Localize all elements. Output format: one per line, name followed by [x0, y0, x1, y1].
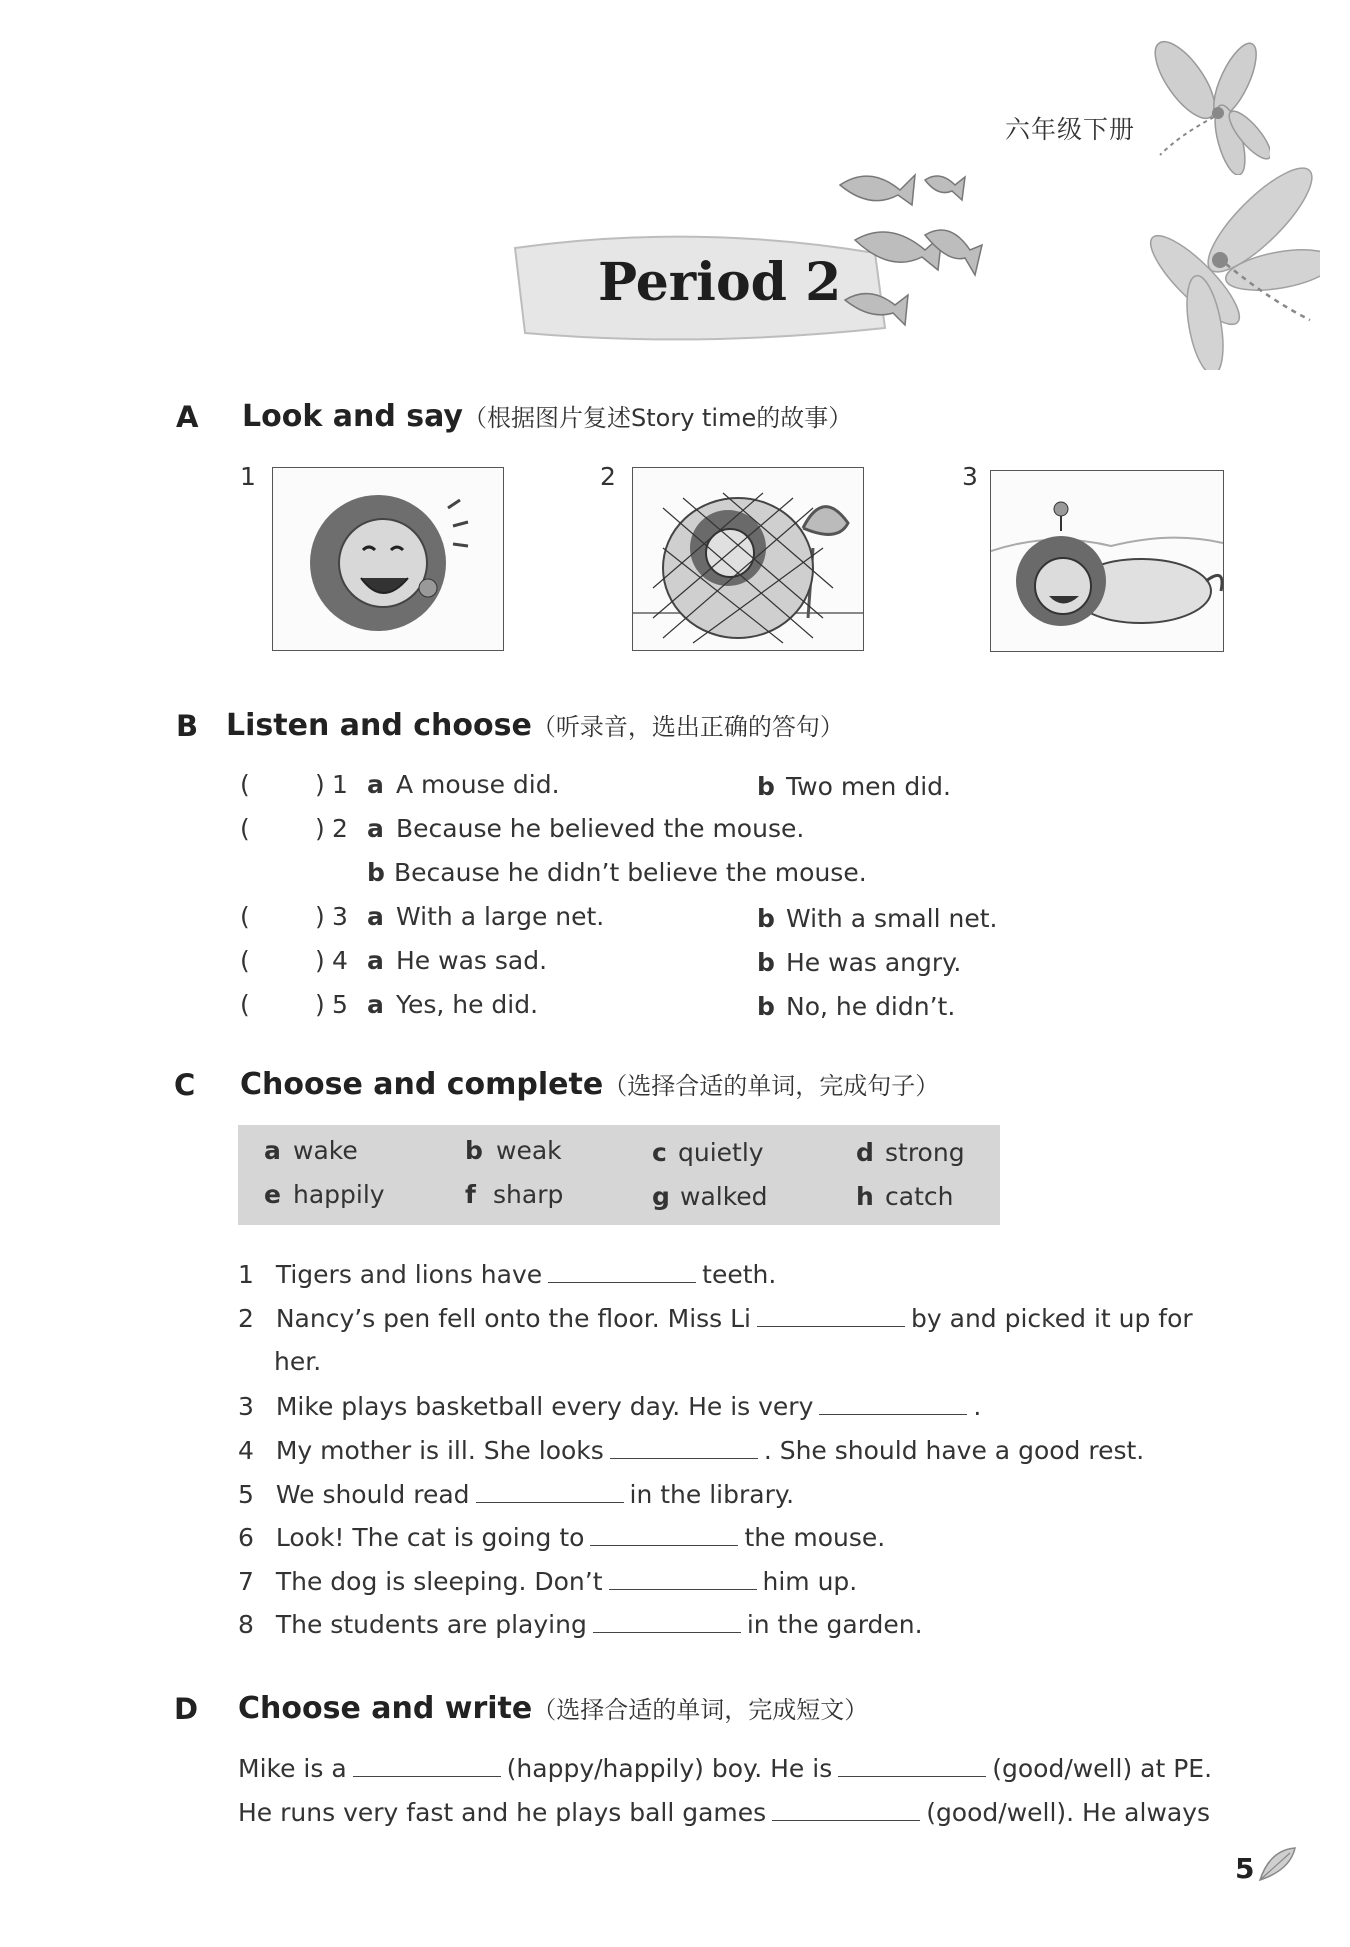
grade-label: 六年级下册 — [1005, 115, 1136, 144]
answer-paren-close: ) — [315, 902, 325, 931]
picture-number: 1 — [240, 462, 256, 491]
sentence-number: 1 — [238, 1260, 254, 1289]
answer-paren-open: ( — [240, 814, 250, 843]
answer-paren-open: ( — [240, 946, 250, 975]
passage-line-1 — [238, 1754, 1212, 1783]
word-label: b — [465, 1136, 483, 1165]
sentence-text-after: him up. — [762, 1567, 858, 1596]
item-number: 1 — [332, 770, 348, 799]
sentence-1 — [238, 1260, 776, 1289]
option-a-label: a — [367, 814, 384, 843]
sentence-text-after: . She should have a good rest. — [763, 1436, 1145, 1465]
answer-paren-close: ) — [315, 770, 325, 799]
option-a-label: a — [367, 770, 384, 799]
word-option: sharp — [493, 1180, 564, 1209]
section-d-title: Choose and write — [238, 1691, 533, 1726]
page-title: Period 2 — [598, 252, 842, 313]
answer-blank[interactable] — [476, 1480, 624, 1503]
answer-paren-open: ( — [240, 770, 250, 799]
section-c-letter: C — [174, 1068, 196, 1102]
option-b-text: Two men did. — [786, 772, 951, 801]
option-b-text: He was angry. — [786, 948, 962, 977]
answer-paren-close: ) — [315, 990, 325, 1019]
sentence-text-before: The students are playing — [275, 1610, 587, 1639]
option-b-text: No, he didn’t. — [786, 992, 956, 1021]
option-a-text: Because he believed the mouse. — [396, 814, 805, 843]
sentence-continuation: her. — [274, 1347, 322, 1376]
option-b-label: b — [367, 858, 385, 887]
sentence-number: 8 — [238, 1610, 254, 1639]
answer-paren-open: ( — [240, 990, 250, 1019]
option-a-text: A mouse did. — [396, 770, 560, 799]
option-a-text: Yes, he did. — [396, 990, 539, 1019]
section-b-title: Listen and choose — [226, 708, 532, 743]
option-b-label: b — [757, 904, 775, 933]
option-b-label: b — [757, 772, 775, 801]
sentence-text-before: Mike plays basketball every day. He is very — [275, 1392, 814, 1421]
passage-text: (happy/happily) boy. He is — [506, 1754, 833, 1783]
word-option: happily — [293, 1180, 385, 1209]
fish-school-icon — [830, 165, 990, 335]
passage-line-2 — [238, 1798, 1210, 1827]
section-a-heading — [242, 398, 852, 434]
sentence-number: 2 — [238, 1304, 254, 1333]
sentence-text-before: The dog is sleeping. Don’t — [275, 1567, 603, 1596]
word-label: f — [465, 1180, 476, 1209]
passage-text: (good/well). He always — [926, 1798, 1211, 1827]
answer-blank[interactable] — [819, 1392, 967, 1415]
word-option: walked — [680, 1182, 768, 1211]
passage-text: (good/well) at PE. — [992, 1754, 1213, 1783]
sentence-text-before: Tigers and lions have — [275, 1260, 543, 1289]
sentence-number: 5 — [238, 1480, 254, 1509]
option-a-text: With a large net. — [396, 902, 605, 931]
sentence-6 — [238, 1523, 885, 1552]
picture-number: 2 — [600, 462, 616, 491]
item-number: 3 — [332, 902, 348, 931]
answer-blank[interactable] — [548, 1260, 696, 1283]
lion-laughing-with-mouse-illustration — [272, 467, 504, 651]
section-b-heading — [226, 707, 844, 743]
section-d-note: （选择合适的单词，完成短文） — [532, 1696, 869, 1724]
word-option: quietly — [678, 1138, 764, 1167]
option-a-label: a — [367, 946, 384, 975]
sentence-2 — [238, 1304, 1193, 1333]
section-c-heading — [240, 1066, 939, 1102]
passage-text: Mike is a — [238, 1754, 347, 1783]
sentence-text-after: in the library. — [629, 1480, 795, 1509]
answer-blank[interactable] — [590, 1523, 738, 1546]
section-b-letter: B — [176, 709, 199, 743]
sentence-4 — [238, 1436, 1144, 1465]
sentence-7 — [238, 1567, 857, 1596]
sentence-text-after: teeth. — [702, 1260, 777, 1289]
sentence-5 — [238, 1480, 794, 1509]
section-c-title: Choose and complete — [240, 1067, 604, 1102]
sentence-text-before: Look! The cat is going to — [275, 1523, 585, 1552]
sentence-text-after: the mouse. — [744, 1523, 886, 1552]
lion-trapped-in-net-illustration — [632, 467, 864, 651]
option-a-label: a — [367, 990, 384, 1019]
sentence-text-before: My mother is ill. She looks — [275, 1436, 604, 1465]
option-b-text: With a small net. — [786, 904, 998, 933]
sentence-3 — [238, 1392, 981, 1421]
option-b-label: b — [757, 992, 775, 1021]
word-option: strong — [885, 1138, 965, 1167]
answer-paren-open: ( — [240, 902, 250, 931]
picture-number: 3 — [962, 462, 978, 491]
answer-blank[interactable] — [757, 1304, 905, 1327]
sentence-number: 3 — [238, 1392, 254, 1421]
section-b-note: （听录音，选出正确的答句） — [531, 713, 844, 741]
option-a-label: a — [367, 902, 384, 931]
page-number: 5 — [1235, 1852, 1255, 1885]
sentence-number: 7 — [238, 1567, 254, 1596]
section-c-note: （选择合适的单词，完成句子） — [603, 1072, 940, 1100]
answer-blank[interactable] — [838, 1754, 986, 1777]
sentence-8 — [238, 1610, 923, 1639]
word-label: h — [856, 1182, 874, 1211]
item-number: 5 — [332, 990, 348, 1019]
word-option: wake — [293, 1136, 358, 1165]
option-b-text: Because he didn’t believe the mouse. — [394, 858, 867, 887]
leaf-icon — [1255, 1845, 1300, 1885]
sentence-number: 4 — [238, 1436, 254, 1465]
sentence-text-before: We should read — [275, 1480, 470, 1509]
answer-paren-close: ) — [315, 946, 325, 975]
option-b-label: b — [757, 948, 775, 977]
sentence-number: 6 — [238, 1523, 254, 1552]
answer-blank[interactable] — [353, 1754, 501, 1777]
word-label: g — [652, 1182, 670, 1211]
option-a-text: He was sad. — [396, 946, 548, 975]
section-a-note: （根据图片复述Story time的故事） — [463, 404, 853, 432]
answer-blank[interactable] — [772, 1798, 920, 1821]
lion-running-with-mouse-illustration — [990, 470, 1224, 652]
item-number: 2 — [332, 814, 348, 843]
word-option: catch — [885, 1182, 954, 1211]
sentence-text-after: by and picked it up for — [911, 1304, 1193, 1333]
section-d-letter: D — [174, 1692, 199, 1726]
sentence-text-after: in the garden. — [746, 1610, 923, 1639]
answer-blank[interactable] — [593, 1610, 741, 1633]
passage-text: He runs very fast and he plays ball games — [238, 1798, 767, 1827]
answer-paren-close: ) — [315, 814, 325, 843]
section-a-letter: A — [176, 400, 199, 434]
section-d-heading — [238, 1690, 868, 1726]
sentence-text-after: . — [973, 1392, 982, 1421]
word-option: weak — [496, 1136, 562, 1165]
sentence-text-before: Nancy’s pen fell onto the floor. Miss Li — [275, 1304, 752, 1333]
word-label: d — [856, 1138, 874, 1167]
dragonfly-large-icon — [1140, 160, 1320, 370]
answer-blank[interactable] — [609, 1567, 757, 1590]
answer-blank[interactable] — [610, 1436, 758, 1459]
word-label: e — [264, 1180, 281, 1209]
dragonfly-top-icon — [1140, 25, 1270, 175]
word-label: c — [652, 1138, 667, 1167]
section-a-title: Look and say — [242, 399, 463, 434]
item-number: 4 — [332, 946, 348, 975]
word-label: a — [264, 1136, 281, 1165]
